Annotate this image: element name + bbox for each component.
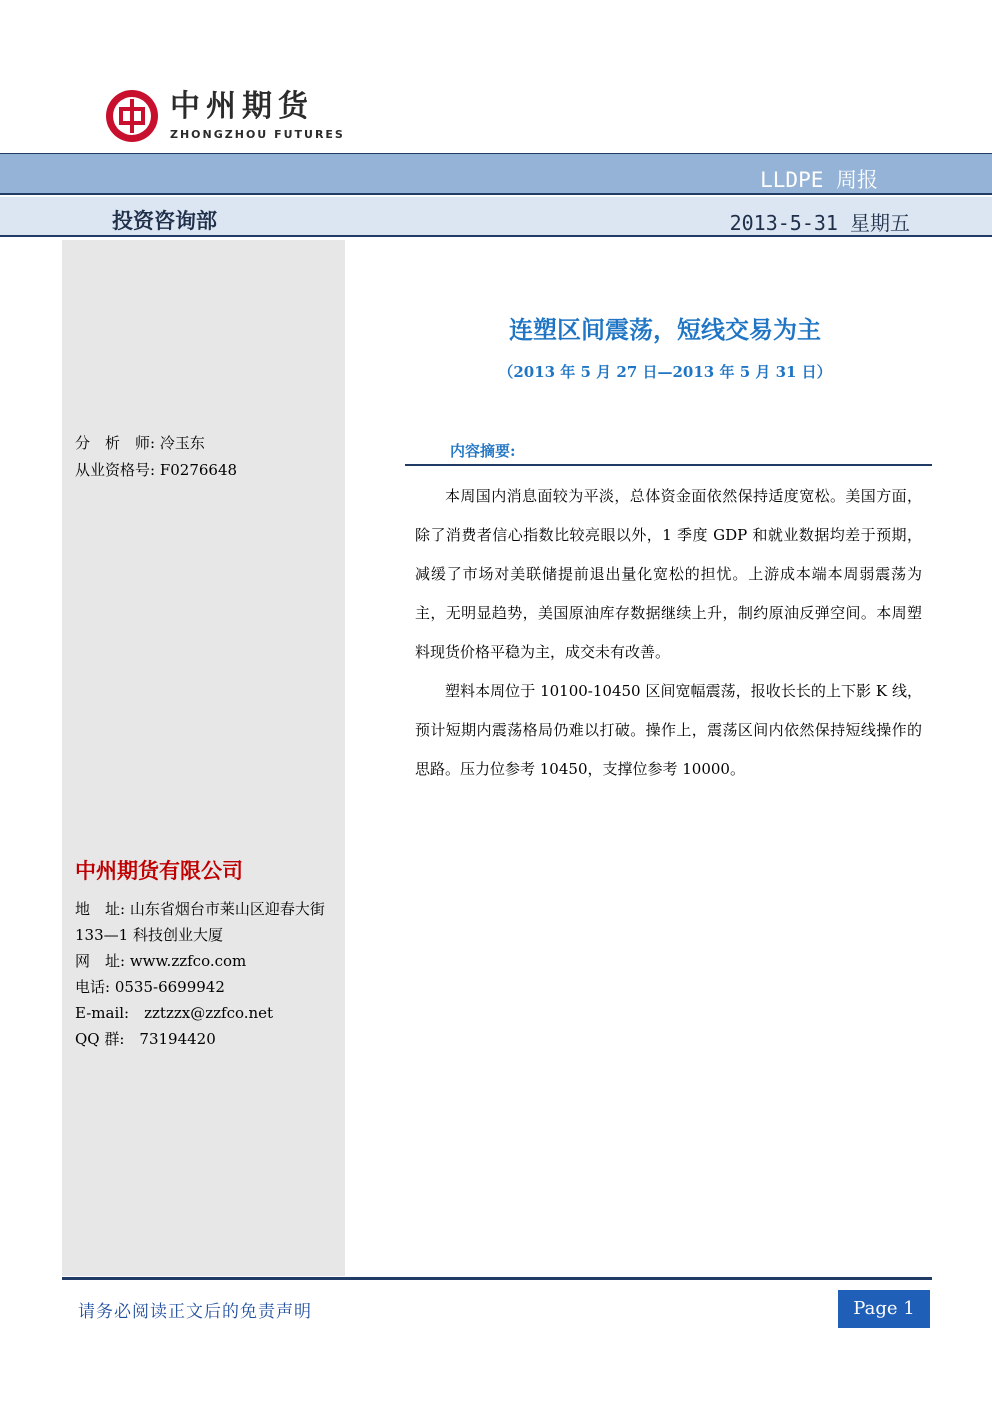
logo-name-cn: 中州期货	[170, 89, 314, 124]
zhongzhou-logo-mark-icon	[106, 90, 158, 142]
summary-body	[415, 477, 922, 789]
summary-paragraph: 本周国内消息面较为平淡，总体资金面依然保持适度宽松。美国方面，除了消费者信心指数比较亮眼以外，1 季度 GDP 和就业数据均差于预期，减缓了市场对美联储提前退出量化宽松的担忧。上游成本端本周弱震荡为主，无明显趋势，美国原油库存数据继续上升，制约原油反弹空间。本周塑料现货价格平稳为主，成交未有改善。	[415, 487, 922, 661]
analyst-info	[75, 430, 237, 484]
summary-divider	[405, 464, 932, 466]
analyst-name: 分 析 师: 冷玉东	[75, 434, 205, 452]
company-website: 网 址: www.zzfco.com	[75, 952, 247, 970]
report-type: LLDPE 周报	[760, 168, 878, 192]
disclaimer-note: 请务必阅读正文后的免责声明	[78, 1302, 312, 1322]
logo-name-en: ZHONGZHOU FUTURES	[170, 128, 345, 141]
company-address: 地 址: 山东省烟台市莱山区迎春大街 133—1 科技创业大厦	[75, 900, 325, 944]
summary-paragraph: 塑料本周位于 10100-10450 区间宽幅震荡，报收长长的上下影 K 线，预计短期内震荡格局仍难以打破。操作上，震荡区间内依然保持短线操作的思路。压力位参考 10450，支撑位参考 10000。	[415, 682, 922, 778]
header-band-top	[0, 153, 992, 195]
contact-info	[75, 896, 340, 1052]
report-period: （2013 年 5 月 27 日—2013 年 5 月 31 日）	[498, 363, 832, 381]
report-date: 2013-5-31 星期五	[729, 211, 910, 235]
summary-label: 内容摘要:	[450, 442, 516, 460]
report-title: 连塑区间震荡，短线交易为主	[509, 316, 821, 344]
header-band-bottom	[0, 197, 992, 237]
info-sidebar	[62, 240, 345, 1276]
company-qq: QQ 群: 73194420	[75, 1030, 216, 1048]
company-email: E-mail: zztzzx@zzfco.net	[75, 1004, 274, 1022]
page-number-badge: Page 1	[838, 1290, 930, 1328]
company-name: 中州期货有限公司	[75, 859, 243, 883]
company-phone: 电话: 0535-6699942	[75, 978, 225, 996]
footer-divider	[62, 1277, 932, 1280]
analyst-license: 从业资格号: F0276648	[75, 461, 238, 479]
department-name: 投资咨询部	[112, 209, 217, 233]
company-logo	[106, 84, 358, 147]
